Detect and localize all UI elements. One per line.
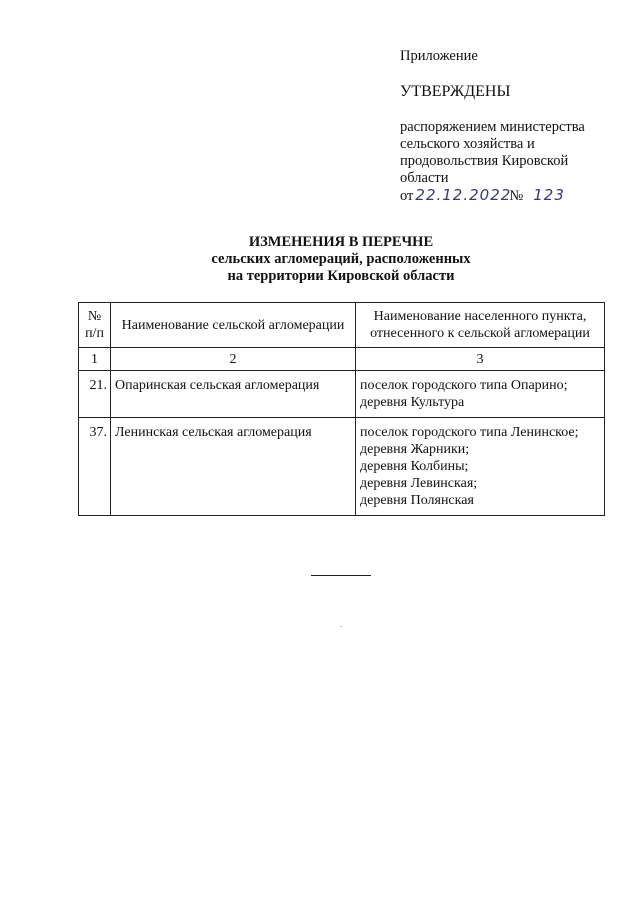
table-row xyxy=(79,418,605,516)
number-label: № xyxy=(509,188,524,204)
handwritten-date: 22.12.2022 xyxy=(415,186,512,204)
header-cell-number: № п/п xyxy=(79,303,111,348)
settlement-item: деревня Левинская; xyxy=(360,476,478,491)
approval-block xyxy=(400,48,630,205)
row-number: 21. xyxy=(79,371,111,418)
settlement-item: поселок городского типа Опарино; xyxy=(360,378,568,393)
changes-table xyxy=(78,302,605,516)
settlement-item: деревня Полянская xyxy=(360,493,474,508)
settlement-item: деревня Колбины; xyxy=(360,459,469,474)
approved-label: УТВЕРЖДЕНЫ xyxy=(400,83,511,100)
column-number: 1 xyxy=(79,348,111,371)
date-number-line xyxy=(400,187,630,205)
approved-by-line: продовольствия Кировской xyxy=(400,153,569,169)
date-prefix: от xyxy=(400,188,414,204)
settlement-item: поселок городского типа Ленинское; xyxy=(360,425,579,440)
agglomeration-name: Опаринская сельская агломерация xyxy=(111,371,356,418)
approved-by-line: области xyxy=(400,170,449,186)
end-divider xyxy=(311,575,371,576)
settlement-list xyxy=(356,418,605,516)
header-cell-agglomeration: Наименование сельской агломерации xyxy=(111,303,356,348)
scan-speck xyxy=(340,626,342,627)
settlement-item: деревня Жарники; xyxy=(360,442,470,457)
approved-by xyxy=(400,119,630,187)
column-number: 3 xyxy=(356,348,605,371)
title-line-3: на территории Кировской области xyxy=(227,268,455,284)
column-number-row xyxy=(79,348,605,371)
title-line-1: ИЗМЕНЕНИЯ В ПЕРЕЧНЕ xyxy=(248,234,434,250)
table-header-row xyxy=(79,303,605,348)
document-title xyxy=(0,234,639,285)
header-cell-settlement: Наименование населенного пункта, отнесенного к сельской агломерации xyxy=(356,303,605,348)
table-row xyxy=(79,371,605,418)
title-line-2: сельских агломераций, расположенных xyxy=(211,251,471,267)
appendix-label: Приложение xyxy=(400,48,478,64)
column-number: 2 xyxy=(111,348,356,371)
handwritten-number: 123 xyxy=(533,186,565,204)
settlement-item: деревня Культура xyxy=(360,395,465,410)
agglomeration-name: Ленинская сельская агломерация xyxy=(111,418,356,516)
row-number: 37. xyxy=(79,418,111,516)
approved-by-line: распоряжением министерства xyxy=(400,119,585,135)
approved-by-line: сельского хозяйства и xyxy=(400,136,535,152)
settlement-list xyxy=(356,371,605,418)
